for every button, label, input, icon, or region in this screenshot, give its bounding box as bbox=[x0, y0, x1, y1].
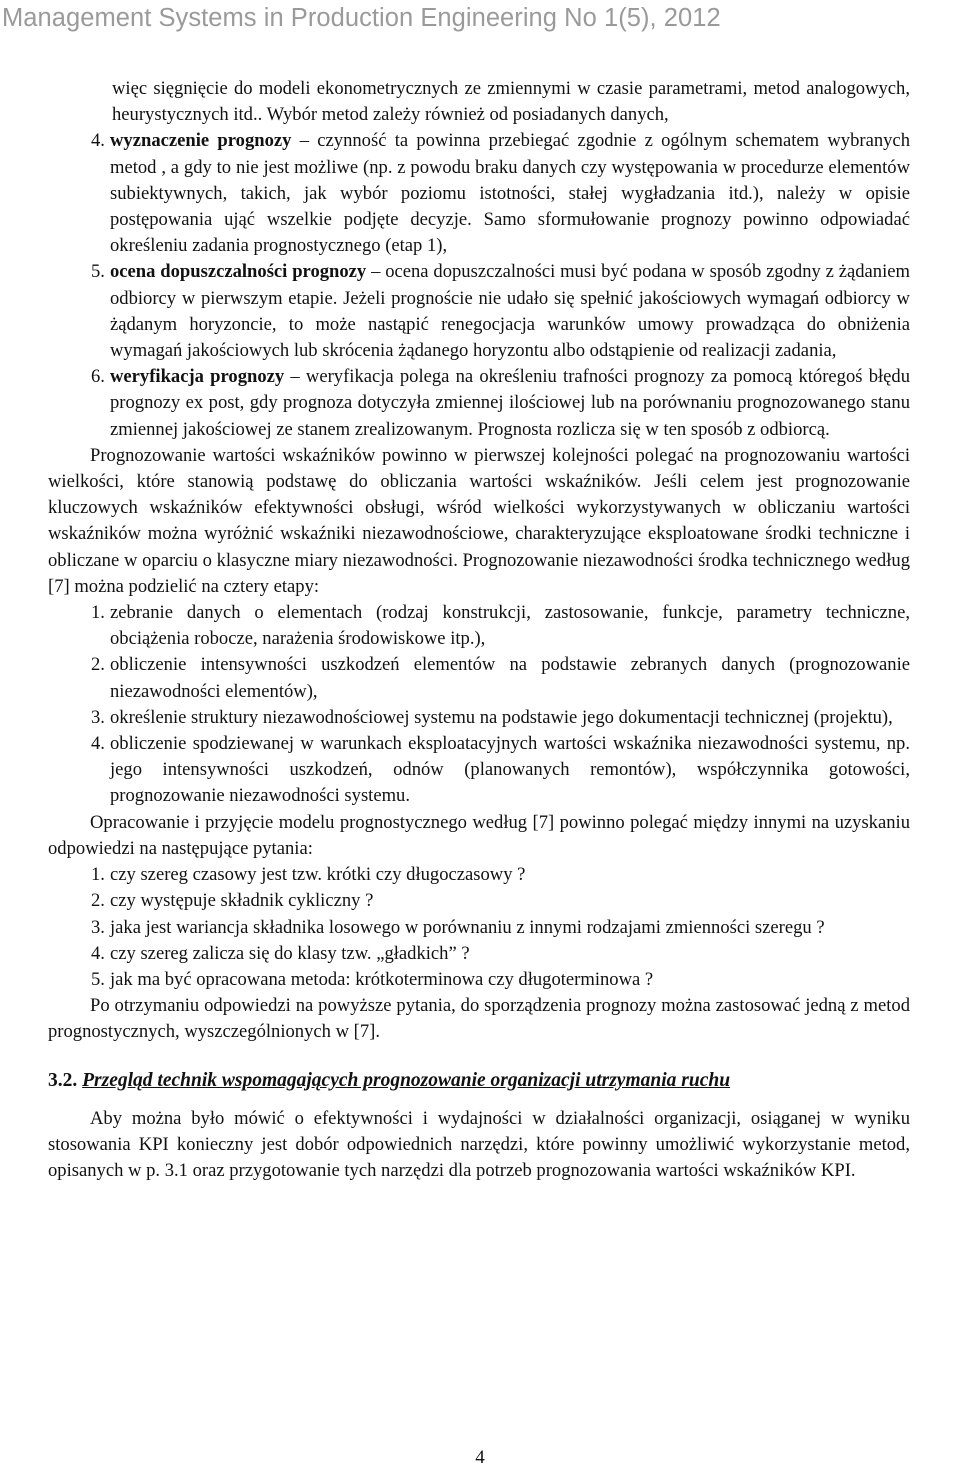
journal-title: Management Systems in Production Engineering No 1(5), 2012 bbox=[2, 4, 721, 32]
list-number: 4. bbox=[91, 733, 105, 755]
paragraph: Opracowanie i przyjęcie modelu prognostycznego według [7] powinno polegać między innymi na uzyskaniu odpowiedzi na następujące pytania: bbox=[48, 811, 910, 859]
list-text: – weryfikacja polega na określeniu trafności prognozy za pomocą któregoś błędu prognozy ex post, gdy prognoza dotyczyła zmiennej ilościowej lub na porównaniu prognozowanego stanu zmiennej jakościowej ze stanem zrealizowanym. Prognosta rozlicza się w ten sposób z odbiorcą. bbox=[110, 366, 911, 440]
list-term: ocena dopuszczalności prognozy bbox=[110, 261, 367, 283]
list-number: 1. bbox=[91, 602, 105, 624]
questions-list bbox=[48, 862, 910, 993]
list-text: zebranie danych o elementach (rodzaj konstrukcji, zastosowanie, funkcje, parametry techniczne, obciążenia robocze, narażenia środowiskowe itp.), bbox=[110, 602, 910, 650]
journal-header bbox=[0, 0, 960, 36]
list-text: określenie struktury niezawodnościowej systemu na podstawie jego dokumentacji technicznej (projektu), bbox=[110, 706, 893, 728]
list-item-continuation: więc sięgnięcie do modeli ekonometrycznych ze zmiennymi w czasie parametrami, metod analogowych, heurystycznych itd.. Wybór metod zależy również od posiadanych danych, bbox=[112, 78, 910, 126]
list-number: 6. bbox=[91, 366, 105, 388]
paragraph: Aby można było mówić o efektywności i wydajności w działalności organizacji, osiąganej w wyniku stosowania KPI konieczny jest dobór odpowiednich narzędzi, które powinny umożliwić wykorzystanie metod, opisanych w p. 3.1 oraz przygotowanie tych narzędzi dla potrzeb prognozowania wartości wskaźników KPI. bbox=[48, 1107, 910, 1182]
list-item bbox=[48, 705, 910, 731]
list-term: wyznaczenie prognozy bbox=[110, 130, 292, 152]
list-item bbox=[48, 652, 910, 704]
page-content bbox=[48, 76, 910, 1184]
section-heading bbox=[48, 1068, 910, 1094]
paragraph: Prognozowanie wartości wskaźników powinno w pierwszej kolejności polegać na prognozowaniu wartości wielkości, które stanowią podstawę do obliczania wartości wskaźników. Jeśli celem jest prognozowanie kluczowych wskaźników efektywności obsługi, wśród wielkości wykorzystywanych w obliczaniu wartości wskaźników można wyróżnić wskaźniki niezawodnościowe, charakteryzujące eksploatowane środki techniczne i obliczane w oparciu o klasyczne miary niezawodności. Prognozowanie niezawodności środka technicznego według [7] można podzielić na cztery etapy: bbox=[48, 444, 910, 597]
page-number: 4 bbox=[475, 1447, 485, 1468]
list-number: 5. bbox=[91, 261, 105, 283]
list-number: 1. bbox=[91, 864, 105, 886]
list-item bbox=[48, 259, 910, 364]
list-number: 5. bbox=[91, 968, 105, 990]
list-text: obliczenie intensywności uszkodzeń elementów na podstawie zebranych danych (prognozowanie niezawodności elementów), bbox=[110, 654, 910, 702]
paragraph: Po otrzymaniu odpowiedzi na powyższe pytania, do sporządzenia prognozy można zastosować jedną z metod prognostycznych, wyszczególnionych w [7]. bbox=[48, 995, 910, 1043]
list-number: 3. bbox=[91, 916, 105, 938]
list-text: jaka jest wariancja składnika losowego w porównaniu z innymi rodzajami zmienności szeregu ? bbox=[110, 916, 825, 938]
list-item bbox=[48, 128, 910, 259]
forecast-steps-list bbox=[48, 128, 910, 442]
list-item bbox=[48, 915, 910, 941]
list-text: czy szereg zalicza się do klasy tzw. „gładkich” ? bbox=[110, 942, 470, 964]
list-item bbox=[48, 941, 910, 967]
section-number: 3.2. bbox=[48, 1069, 78, 1091]
list-item bbox=[48, 364, 910, 443]
list-number: 4. bbox=[91, 942, 105, 964]
list-text: czy szereg czasowy jest tzw. krótki czy długoczasowy ? bbox=[110, 864, 526, 886]
list-item bbox=[48, 731, 910, 810]
list-text: czy występuje składnik cykliczny ? bbox=[110, 890, 374, 912]
list-number: 2. bbox=[91, 654, 105, 676]
list-text: – ocena dopuszczalności musi być podana w sposób zgodny z żądaniem odbiorcy w pierwszym etapie. Jeżeli prognoście nie udało się spełnić jakościowych wymagań odbiorcy w żądanym horyzoncie, to może nastąpić renegocjacja warunków umowy prowadząca do obniżenia wymagań jakościowych lub skrócenia żądanego horyzontu albo odstąpienie od realizacji zadania, bbox=[110, 261, 910, 362]
list-text: jak ma być opracowana metoda: krótkoterminowa czy długoterminowa ? bbox=[110, 968, 654, 990]
list-number: 4. bbox=[91, 130, 105, 152]
list-item bbox=[48, 600, 910, 652]
list-term: weryfikacja prognozy bbox=[110, 366, 285, 388]
list-item bbox=[48, 888, 910, 914]
list-number: 2. bbox=[91, 890, 105, 912]
list-item bbox=[48, 967, 910, 993]
list-text: obliczenie spodziewanej w warunkach eksploatacyjnych wartości wskaźnika niezawodności systemu, np. jego intensywności uszkodzeń, odnów (planowanych remontów), współczynnika gotowości, prognozowanie niezawodności systemu. bbox=[110, 733, 910, 807]
list-text: – czynność ta powinna przebiegać zgodnie z ogólnym schematem wybranych metod , a gdy to nie jest możliwe (np. z powodu braku danych czy występowania w procedurze elementów subiektywnych, takich, jak wybór poziomu istotności, stałej wygładzania itd.), należy w opisie postępowania ująć wszelkie podjęte decyzje. Samo sformułowanie prognozy powinno odpowiadać określeniu zadania prognostycznego (etap 1), bbox=[110, 130, 910, 257]
reliability-stages-list bbox=[48, 600, 910, 810]
list-number: 3. bbox=[91, 706, 105, 728]
list-item bbox=[48, 862, 910, 888]
section-title: Przegląd technik wspomagających prognozowanie organizacji utrzymania ruchu bbox=[82, 1069, 731, 1091]
